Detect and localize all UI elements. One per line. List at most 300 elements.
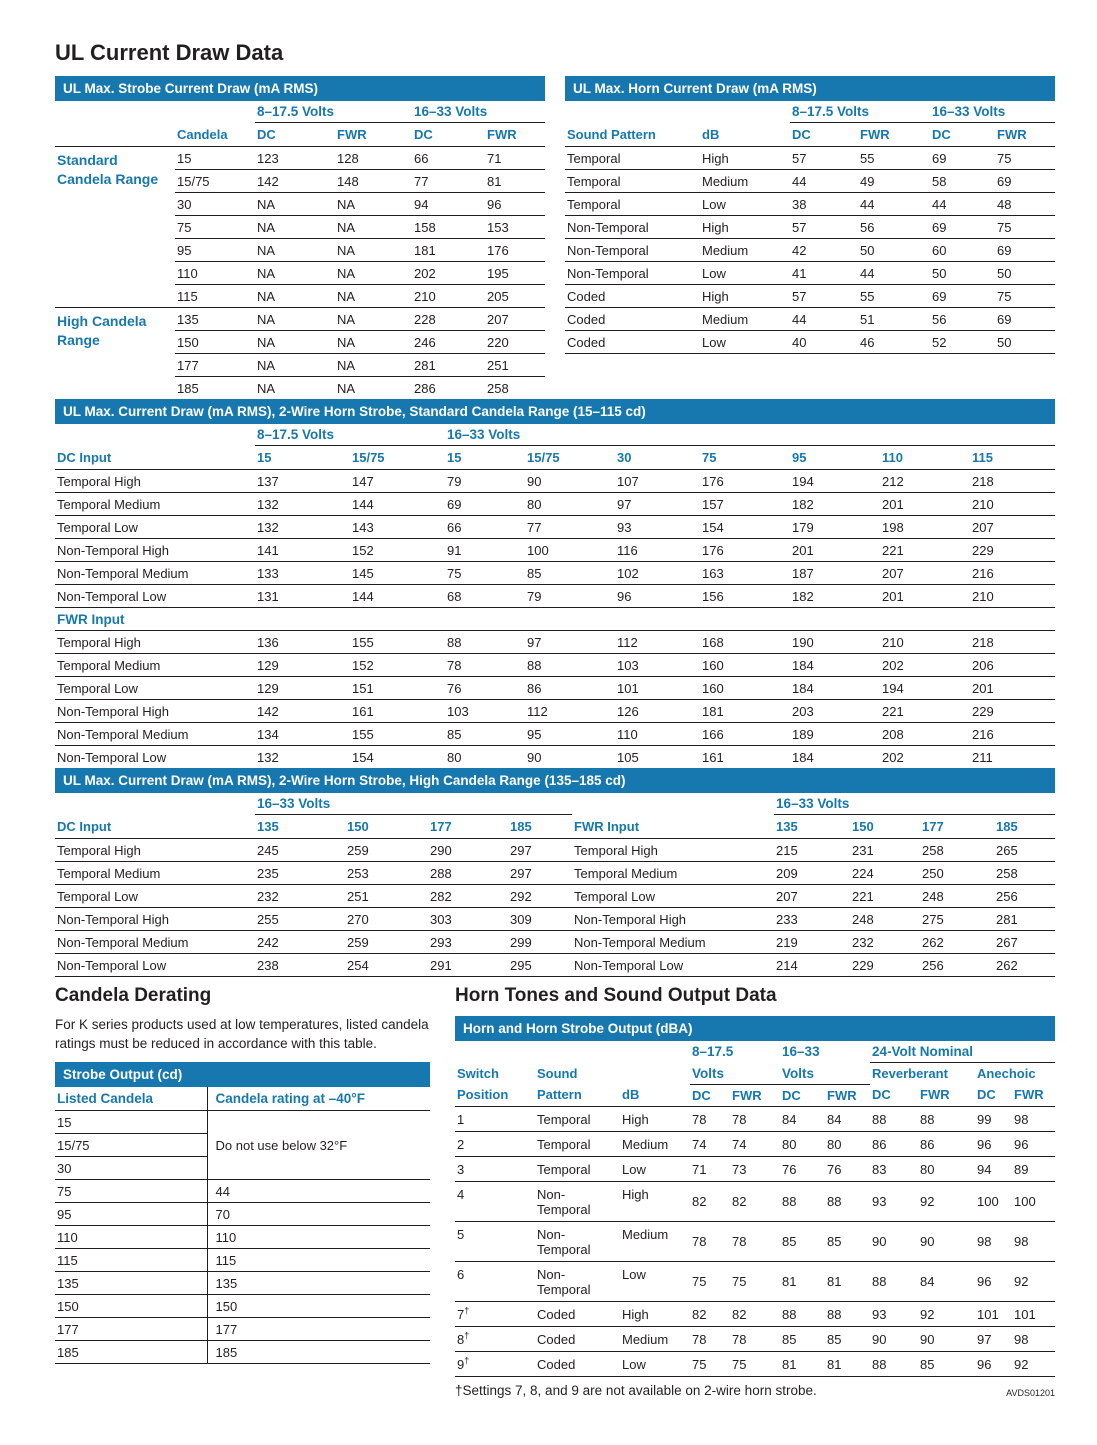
volt-group-header: 8–17.5 Volts bbox=[255, 424, 445, 446]
current-value-cell: 55 bbox=[858, 147, 930, 170]
row-label-cell: Temporal High bbox=[55, 839, 255, 862]
sound-pattern-cell: Non-Temporal bbox=[565, 239, 700, 262]
dc-column-header: DC bbox=[692, 1087, 711, 1103]
current-value-cell: 38 bbox=[790, 193, 858, 216]
horn-output-row bbox=[455, 1106, 1055, 1131]
current-value-cell: 161 bbox=[700, 746, 790, 769]
current-value-cell: 210 bbox=[880, 631, 970, 654]
dba-value-cell: 88 bbox=[870, 1351, 918, 1376]
volt-group-header: 16–33 Volts bbox=[255, 793, 572, 815]
current-value-cell: 163 bbox=[700, 562, 790, 585]
current-value-cell: 41 bbox=[790, 262, 858, 285]
current-value-cell: 168 bbox=[700, 631, 790, 654]
current-value-cell: 281 bbox=[412, 354, 485, 377]
strobe-output-header-bar: Strobe Output (cd) bbox=[55, 1062, 430, 1087]
row-label-cell: Temporal Medium bbox=[55, 493, 255, 516]
listed-candela-cell: 177 bbox=[55, 1318, 207, 1341]
volt-group-header: 16–33 Volts bbox=[774, 793, 1055, 815]
db-level-cell: Medium bbox=[700, 239, 790, 262]
dba-value-cell: 92 bbox=[1012, 1351, 1055, 1376]
current-value-cell: 154 bbox=[700, 516, 790, 539]
dba-value-cell: 99 bbox=[975, 1106, 1012, 1131]
current-value-cell: 270 bbox=[345, 908, 428, 931]
sound-pattern-cell: Temporal bbox=[535, 1156, 620, 1181]
dba-value-cell: 101 bbox=[975, 1301, 1012, 1326]
candela-column-header: 185 bbox=[510, 819, 532, 834]
db-level-cell: Medium bbox=[700, 170, 790, 193]
dba-value-cell: 84 bbox=[780, 1106, 825, 1131]
spacer-cell bbox=[620, 1063, 690, 1085]
current-value-cell: 51 bbox=[858, 308, 930, 331]
current-value-cell: 107 bbox=[615, 470, 700, 493]
dba-value-cell: 84 bbox=[918, 1261, 975, 1301]
dba-value-cell: 93 bbox=[870, 1181, 918, 1221]
current-value-cell: 75 bbox=[995, 216, 1055, 239]
current-value-cell: 205 bbox=[485, 285, 545, 308]
horn-table-header-bar: UL Max. Horn Current Draw (mA RMS) bbox=[565, 76, 1055, 101]
candela-column-header: 110 bbox=[882, 450, 903, 465]
column-header-row bbox=[55, 446, 1055, 470]
dba-value-cell: 76 bbox=[825, 1156, 870, 1181]
db-level-cell: High bbox=[620, 1181, 690, 1221]
dba-value-cell: 82 bbox=[690, 1181, 730, 1221]
current-value-cell: 232 bbox=[255, 885, 345, 908]
dba-value-cell: 92 bbox=[918, 1181, 975, 1221]
current-value-cell: 85 bbox=[525, 562, 615, 585]
current-value-cell: 71 bbox=[485, 147, 545, 170]
dba-value-cell: 84 bbox=[825, 1106, 870, 1131]
volt-group-header: 8–17.5 Volts bbox=[790, 101, 930, 123]
current-value-cell: 66 bbox=[412, 147, 485, 170]
current-value-cell: 231 bbox=[850, 839, 920, 862]
two-wire-standard-table bbox=[55, 424, 1055, 768]
two-wire-standard-body bbox=[55, 470, 1055, 769]
horn-table-row bbox=[565, 170, 1055, 193]
two-wire-high-header-bar: UL Max. Current Draw (mA RMS), 2-Wire Horn Strobe, High Candela Range (135–185 cd) bbox=[55, 768, 1055, 793]
current-value-cell: 189 bbox=[790, 723, 880, 746]
two-wire-high-section bbox=[55, 768, 1055, 977]
fwr-input-section-label: FWR Input bbox=[55, 608, 1055, 631]
current-value-cell: 85 bbox=[445, 723, 525, 746]
current-value-cell: 211 bbox=[970, 746, 1055, 769]
dba-value-cell: 88 bbox=[918, 1106, 975, 1131]
current-value-cell: 258 bbox=[920, 839, 994, 862]
sound-pattern-column-header: Sound Pattern bbox=[567, 126, 656, 142]
horn-output-row bbox=[455, 1181, 1055, 1221]
top-tables-row bbox=[55, 76, 1055, 399]
strobe-output-table bbox=[55, 1087, 430, 1364]
dba-value-cell: 78 bbox=[730, 1106, 780, 1131]
current-value-cell: 97 bbox=[525, 631, 615, 654]
current-value-cell: 131 bbox=[255, 585, 350, 608]
column-header-row bbox=[55, 815, 1055, 839]
two-wire-high-row bbox=[55, 954, 1055, 977]
row-label-cell: Temporal High bbox=[55, 470, 255, 493]
current-value-cell: 75 bbox=[995, 285, 1055, 308]
current-value-cell: 80 bbox=[525, 493, 615, 516]
current-value-cell: 209 bbox=[774, 862, 850, 885]
current-value-cell: 202 bbox=[412, 262, 485, 285]
dc-input-section-label: DC Input bbox=[57, 449, 112, 465]
horn-table-row bbox=[565, 262, 1055, 285]
spacer-cell bbox=[175, 101, 255, 123]
current-value-cell: NA bbox=[255, 377, 335, 400]
strobe-output-row bbox=[55, 1272, 430, 1295]
current-value-cell: 184 bbox=[790, 746, 880, 769]
dba-value-cell: 98 bbox=[975, 1221, 1012, 1261]
current-value-cell: 46 bbox=[858, 331, 930, 354]
spacer-cell bbox=[55, 424, 255, 446]
spacer-cell bbox=[55, 101, 175, 123]
db-level-cell: Low bbox=[620, 1156, 690, 1181]
two-wire-high-row bbox=[55, 931, 1055, 954]
sound-pattern-cell: Temporal bbox=[565, 147, 700, 170]
candela-range-group-label: Standard Candela Range bbox=[55, 147, 175, 308]
switch-position-cell: 2 bbox=[455, 1131, 535, 1156]
candela-value-cell: 115 bbox=[175, 285, 255, 308]
current-value-cell: 275 bbox=[920, 908, 994, 931]
strobe-table-header-bar: UL Max. Strobe Current Draw (mA RMS) bbox=[55, 76, 545, 101]
candela-value-cell: 95 bbox=[175, 239, 255, 262]
sound-pattern-cell: Non- Temporal bbox=[535, 1261, 620, 1301]
current-value-cell: 218 bbox=[970, 470, 1055, 493]
current-value-cell: 221 bbox=[880, 539, 970, 562]
two-wire-standard-header-bar: UL Max. Current Draw (mA RMS), 2-Wire Horn Strobe, Standard Candela Range (15–115 cd) bbox=[55, 399, 1055, 424]
current-value-cell: 147 bbox=[350, 470, 445, 493]
db-level-cell: Low bbox=[620, 1261, 690, 1301]
horn-table-row bbox=[565, 331, 1055, 354]
dba-value-cell: 97 bbox=[975, 1326, 1012, 1351]
current-value-cell: 129 bbox=[255, 654, 350, 677]
row-label-cell: Temporal Low bbox=[572, 885, 774, 908]
current-value-cell: 208 bbox=[880, 723, 970, 746]
dc-column-header: DC bbox=[257, 127, 276, 142]
candela-column-header: 95 bbox=[792, 450, 807, 465]
sound-pattern-cell: Non- Temporal bbox=[535, 1181, 620, 1221]
switch-position-cell: 7† bbox=[455, 1301, 535, 1326]
candela-derating-description: For K series products used at low temperatures, listed candela ratings must be reduced in accordance with this table. bbox=[55, 1017, 429, 1051]
volt-group-header: Volts bbox=[780, 1063, 870, 1085]
fwr-column-header: FWR bbox=[1014, 1087, 1044, 1103]
current-value-cell: 198 bbox=[880, 516, 970, 539]
current-value-cell: 229 bbox=[970, 700, 1055, 723]
datasheet-page bbox=[55, 40, 1055, 1398]
current-value-cell: 256 bbox=[920, 954, 994, 977]
current-value-cell: 221 bbox=[880, 700, 970, 723]
current-value-cell: 100 bbox=[525, 539, 615, 562]
current-value-cell: 90 bbox=[525, 470, 615, 493]
strobe-output-row bbox=[55, 1226, 430, 1249]
row-label-cell: Non-Temporal High bbox=[55, 908, 255, 931]
fwr-column-header: FWR bbox=[827, 1087, 857, 1103]
reverberant-header: Reverberant bbox=[872, 1066, 948, 1081]
current-value-cell: 248 bbox=[920, 885, 994, 908]
current-value-cell: 286 bbox=[412, 377, 485, 400]
two-wire-standard-row bbox=[55, 631, 1055, 654]
current-value-cell: 96 bbox=[485, 193, 545, 216]
horn-current-table bbox=[565, 101, 1055, 354]
current-value-cell: 195 bbox=[485, 262, 545, 285]
current-value-cell: 251 bbox=[485, 354, 545, 377]
current-value-cell: 297 bbox=[508, 862, 572, 885]
strobe-output-row bbox=[55, 1249, 430, 1272]
current-value-cell: NA bbox=[335, 262, 412, 285]
two-wire-high-body bbox=[55, 839, 1055, 977]
listed-candela-cell: 150 bbox=[55, 1295, 207, 1318]
dc-column-header: DC bbox=[977, 1087, 996, 1103]
horn-output-row bbox=[455, 1326, 1055, 1351]
db-level-cell: Low bbox=[700, 331, 790, 354]
two-wire-standard-row bbox=[55, 562, 1055, 585]
current-value-cell: 77 bbox=[412, 170, 485, 193]
strobe-current-table-section bbox=[55, 76, 545, 399]
current-value-cell: 246 bbox=[412, 331, 485, 354]
dba-value-cell: 76 bbox=[780, 1156, 825, 1181]
dba-value-cell: 81 bbox=[780, 1261, 825, 1301]
current-value-cell: 202 bbox=[880, 654, 970, 677]
current-value-cell: 69 bbox=[930, 147, 995, 170]
sound-pattern-cell: Coded bbox=[535, 1351, 620, 1376]
dba-value-cell: 75 bbox=[690, 1351, 730, 1376]
derating-note-cell: Do not use below 32°F bbox=[207, 1111, 430, 1180]
current-value-cell: 57 bbox=[790, 285, 858, 308]
current-value-cell: 238 bbox=[255, 954, 345, 977]
sound-header-line1: Sound bbox=[537, 1065, 578, 1081]
strobe-output-row bbox=[55, 1111, 430, 1134]
current-value-cell: 265 bbox=[994, 839, 1055, 862]
volt-group-header-row bbox=[55, 101, 545, 123]
volt-group-header: 16–33 bbox=[782, 1044, 820, 1060]
sound-pattern-cell: Non-Temporal bbox=[565, 216, 700, 239]
dba-value-cell: 98 bbox=[1012, 1221, 1055, 1261]
current-value-cell: 93 bbox=[615, 516, 700, 539]
current-value-cell: 50 bbox=[858, 239, 930, 262]
current-value-cell: 69 bbox=[930, 216, 995, 239]
current-value-cell: 79 bbox=[445, 470, 525, 493]
current-value-cell: NA bbox=[335, 193, 412, 216]
candela-value-cell: 110 bbox=[175, 262, 255, 285]
current-value-cell: 166 bbox=[700, 723, 790, 746]
two-wire-standard-row bbox=[55, 746, 1055, 769]
dba-value-cell: 93 bbox=[870, 1301, 918, 1326]
current-value-cell: 194 bbox=[790, 470, 880, 493]
two-wire-standard-row bbox=[55, 677, 1055, 700]
two-wire-high-table bbox=[55, 793, 1055, 977]
column-header-row bbox=[565, 123, 1055, 147]
current-value-cell: 184 bbox=[790, 654, 880, 677]
switch-position-cell: 5 bbox=[455, 1221, 535, 1261]
derated-rating-cell: 70 bbox=[207, 1203, 430, 1226]
current-value-cell: 57 bbox=[790, 147, 858, 170]
sound-pattern-cell: Temporal bbox=[565, 193, 700, 216]
current-value-cell: 282 bbox=[428, 885, 508, 908]
dba-value-cell: 90 bbox=[870, 1221, 918, 1261]
db-level-cell: Medium bbox=[620, 1131, 690, 1156]
current-value-cell: 202 bbox=[880, 746, 970, 769]
two-wire-standard-row bbox=[55, 700, 1055, 723]
horn-tones-title: Horn Tones and Sound Output Data bbox=[455, 985, 777, 1006]
horn-table-body bbox=[565, 147, 1055, 354]
listed-candela-cell: 185 bbox=[55, 1341, 207, 1364]
spacer-cell bbox=[572, 793, 774, 815]
candela-column-header: 15/75 bbox=[352, 450, 385, 465]
db-level-cell: Medium bbox=[700, 308, 790, 331]
derated-rating-cell: 135 bbox=[207, 1272, 430, 1295]
current-value-cell: 297 bbox=[508, 839, 572, 862]
candela-value-cell: 185 bbox=[175, 377, 255, 400]
current-value-cell: 69 bbox=[445, 493, 525, 516]
current-value-cell: 179 bbox=[790, 516, 880, 539]
current-value-cell: 94 bbox=[412, 193, 485, 216]
row-label-cell: Temporal Low bbox=[55, 516, 255, 539]
horn-output-row bbox=[455, 1351, 1055, 1376]
listed-candela-cell: 15 bbox=[55, 1111, 207, 1134]
dba-value-cell: 98 bbox=[1012, 1106, 1055, 1131]
derated-rating-cell: 185 bbox=[207, 1341, 430, 1364]
fwr-column-header: FWR bbox=[997, 127, 1027, 142]
candela-column-header: 75 bbox=[702, 450, 717, 465]
current-value-cell: 281 bbox=[994, 908, 1055, 931]
spacer-cell bbox=[700, 101, 790, 123]
current-value-cell: 203 bbox=[790, 700, 880, 723]
dba-value-cell: 96 bbox=[1012, 1131, 1055, 1156]
current-value-cell: 88 bbox=[445, 631, 525, 654]
dc-input-section-label: DC Input bbox=[57, 818, 112, 834]
candela-column-header: 15/75 bbox=[527, 450, 560, 465]
current-value-cell: 232 bbox=[850, 931, 920, 954]
row-label-cell: Temporal Medium bbox=[55, 654, 255, 677]
dba-value-cell: 80 bbox=[780, 1131, 825, 1156]
listed-candela-cell: 110 bbox=[55, 1226, 207, 1249]
dba-value-cell: 78 bbox=[690, 1221, 730, 1261]
current-value-cell: 181 bbox=[412, 239, 485, 262]
db-column-header: dB bbox=[622, 1087, 640, 1103]
current-value-cell: 219 bbox=[774, 931, 850, 954]
current-value-cell: 144 bbox=[350, 585, 445, 608]
row-label-cell: Non-Temporal Low bbox=[55, 954, 255, 977]
strobe-current-table bbox=[55, 101, 545, 399]
current-value-cell: 248 bbox=[850, 908, 920, 931]
switch-position-cell: 4 bbox=[455, 1181, 535, 1221]
two-wire-standard-section bbox=[55, 399, 1055, 768]
candela-value-cell: 177 bbox=[175, 354, 255, 377]
current-value-cell: 80 bbox=[445, 746, 525, 769]
current-value-cell: 50 bbox=[995, 331, 1055, 354]
current-value-cell: 123 bbox=[255, 147, 335, 170]
strobe-output-row bbox=[55, 1295, 430, 1318]
current-value-cell: 116 bbox=[615, 539, 700, 562]
current-value-cell: 75 bbox=[995, 147, 1055, 170]
current-value-cell: 91 bbox=[445, 539, 525, 562]
dba-value-cell: 90 bbox=[918, 1326, 975, 1351]
row-label-cell: Temporal Medium bbox=[55, 862, 255, 885]
current-value-cell: 153 bbox=[485, 216, 545, 239]
current-value-cell: 136 bbox=[255, 631, 350, 654]
current-value-cell: 207 bbox=[774, 885, 850, 908]
dba-value-cell: 80 bbox=[825, 1131, 870, 1156]
spacer-cell bbox=[455, 1041, 690, 1063]
current-value-cell: NA bbox=[335, 308, 412, 331]
current-value-cell: 293 bbox=[428, 931, 508, 954]
current-value-cell: 254 bbox=[345, 954, 428, 977]
strobe-output-row bbox=[55, 1341, 430, 1364]
current-value-cell: 220 bbox=[485, 331, 545, 354]
sound-pattern-cell: Coded bbox=[535, 1326, 620, 1351]
current-value-cell: NA bbox=[255, 193, 335, 216]
current-value-cell: NA bbox=[255, 331, 335, 354]
current-value-cell: 97 bbox=[615, 493, 700, 516]
current-value-cell: 52 bbox=[930, 331, 995, 354]
current-value-cell: 216 bbox=[970, 723, 1055, 746]
horn-output-header-bar: Horn and Horn Strobe Output (dBA) bbox=[455, 1016, 1055, 1041]
current-value-cell: 251 bbox=[345, 885, 428, 908]
dba-value-cell: 90 bbox=[918, 1221, 975, 1261]
current-value-cell: 44 bbox=[858, 193, 930, 216]
db-level-cell: High bbox=[620, 1301, 690, 1326]
volt-group-header-row bbox=[55, 424, 1055, 446]
derated-rating-cell: 177 bbox=[207, 1318, 430, 1341]
current-value-cell: 69 bbox=[995, 308, 1055, 331]
current-value-cell: 267 bbox=[994, 931, 1055, 954]
candela-column-header: 150 bbox=[347, 819, 369, 834]
current-value-cell: 143 bbox=[350, 516, 445, 539]
current-value-cell: NA bbox=[335, 354, 412, 377]
sound-pattern-cell: Non- Temporal bbox=[535, 1221, 620, 1261]
volt-group-header: 16–33 Volts bbox=[930, 101, 1055, 123]
horn-tones-section bbox=[455, 985, 1055, 1398]
switch-position-cell: 1 bbox=[455, 1106, 535, 1131]
current-value-cell: 145 bbox=[350, 562, 445, 585]
switch-header-line1: Switch bbox=[457, 1065, 499, 1081]
current-value-cell: 291 bbox=[428, 954, 508, 977]
row-label-cell: Temporal High bbox=[572, 839, 774, 862]
candela-column-header: 115 bbox=[972, 450, 993, 465]
two-wire-high-row bbox=[55, 885, 1055, 908]
dba-value-cell: 83 bbox=[870, 1156, 918, 1181]
candela-column-header: Candela bbox=[177, 126, 228, 142]
current-value-cell: 86 bbox=[525, 677, 615, 700]
current-value-cell: 207 bbox=[880, 562, 970, 585]
volt-group-header-row bbox=[565, 101, 1055, 123]
current-value-cell: 176 bbox=[485, 239, 545, 262]
section-divider-row bbox=[55, 608, 1055, 631]
dba-value-cell: 88 bbox=[825, 1181, 870, 1221]
current-value-cell: 158 bbox=[412, 216, 485, 239]
current-value-cell: 256 bbox=[994, 885, 1055, 908]
current-value-cell: 152 bbox=[350, 539, 445, 562]
current-value-cell: 253 bbox=[345, 862, 428, 885]
strobe-table-row bbox=[55, 308, 545, 331]
current-value-cell: 224 bbox=[850, 862, 920, 885]
current-value-cell: NA bbox=[335, 239, 412, 262]
switch-position-cell: 8† bbox=[455, 1326, 535, 1351]
current-value-cell: 105 bbox=[615, 746, 700, 769]
column-header-row bbox=[55, 123, 545, 147]
horn-table-row bbox=[565, 216, 1055, 239]
current-value-cell: 255 bbox=[255, 908, 345, 931]
db-level-cell: High bbox=[620, 1106, 690, 1131]
dba-value-cell: 85 bbox=[780, 1326, 825, 1351]
switch-position-cell: 9† bbox=[455, 1351, 535, 1376]
fwr-input-section-label: FWR Input bbox=[574, 818, 640, 834]
candela-value-cell: 30 bbox=[175, 193, 255, 216]
two-wire-standard-row bbox=[55, 493, 1055, 516]
spacer-cell bbox=[565, 101, 700, 123]
current-value-cell: 201 bbox=[880, 585, 970, 608]
derated-rating-cell: 115 bbox=[207, 1249, 430, 1272]
current-value-cell: 48 bbox=[995, 193, 1055, 216]
current-value-cell: NA bbox=[255, 216, 335, 239]
